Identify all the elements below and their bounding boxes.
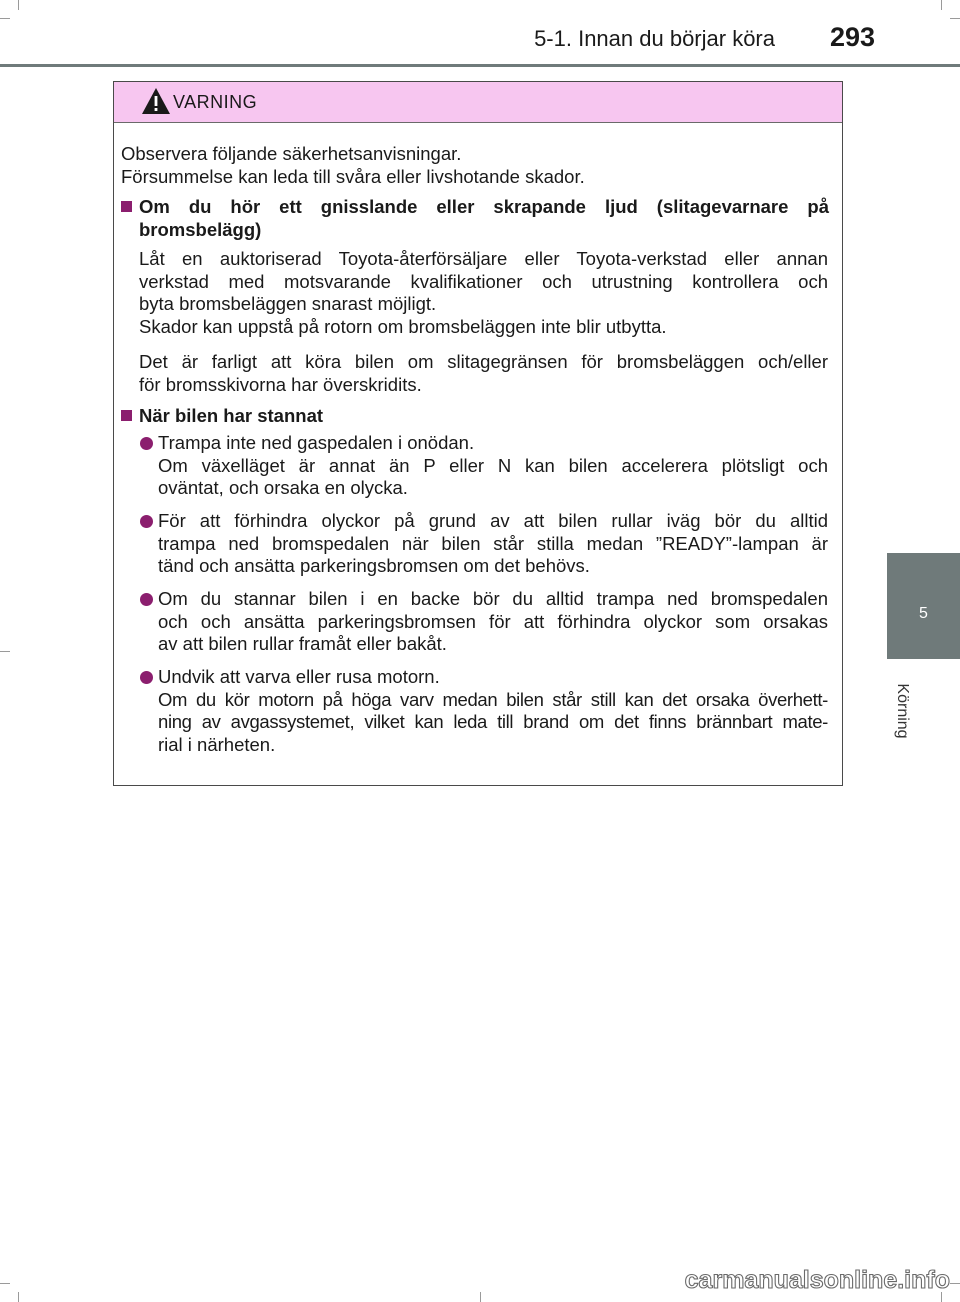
list-line: Undvik att varva eller rusa motorn. xyxy=(158,666,440,687)
list-line: Trampa inte ned gaspedalen i onödan. xyxy=(158,432,475,453)
warning-box xyxy=(113,81,843,786)
list-item xyxy=(158,588,828,656)
list-line: tänd och ansätta parkeringsbromsen om det behövs. xyxy=(158,555,590,576)
crop-mark-top-right-v xyxy=(941,0,942,10)
warning-triangle-icon xyxy=(141,87,171,115)
paragraph-line: Skador kan uppstå på rotorn om bromsbeläggen inte blir utbytta. xyxy=(139,315,667,337)
section-heading: När bilen har stannat xyxy=(139,405,324,426)
chapter-tab xyxy=(887,553,960,659)
list-line: av att bilen rullar framåt eller bakåt. xyxy=(158,633,447,654)
list-bullet xyxy=(140,671,153,684)
crop-mark-top-left xyxy=(0,18,10,19)
section-bullet xyxy=(121,410,132,421)
paragraph-line: byta bromsbeläggen snarast möjligt. xyxy=(139,293,437,314)
chapter-label: Körning xyxy=(894,683,911,739)
list-line: För att förhindra olyckor på grund av att bilen rullar iväg bör du alltid xyxy=(158,510,828,531)
crop-mark-top-right xyxy=(950,18,960,19)
list-bullet xyxy=(140,515,153,528)
intro-line: Observera följande säkerhetsanvisningar. xyxy=(121,143,462,164)
paragraph xyxy=(139,351,828,396)
section-heading xyxy=(139,196,829,241)
list-line: Om du stannar bilen i en backe bör du alltid trampa ned bromspedalen xyxy=(158,588,828,609)
chapter-number: 5 xyxy=(919,605,928,622)
heading-line: Om du hör ett gnisslande eller skrapande ljud (slitagevarnare på xyxy=(139,196,829,217)
paragraph xyxy=(139,248,828,338)
warning-header xyxy=(114,82,842,123)
intro-line: Försummelse kan leda till svåra eller livshotande skador. xyxy=(121,165,585,187)
list-bullet xyxy=(140,593,153,606)
list-line: ning av avgassystemet, vilket kan leda till brand om det finns brännbart mate- xyxy=(158,711,828,732)
watermark-text: carmanualsonline.info xyxy=(684,1266,950,1294)
watermark xyxy=(612,1262,952,1296)
crop-mark-top-left-v xyxy=(18,0,19,10)
crop-mark-bottom-left xyxy=(0,1283,10,1284)
list-item xyxy=(158,510,828,578)
paragraph-line: för bromsskivorna har överskridits. xyxy=(139,373,422,395)
crop-mark-bottom-center-v xyxy=(480,1292,481,1302)
section-bullet xyxy=(121,201,132,212)
crop-mark-bottom-left-v xyxy=(18,1292,19,1302)
crop-mark-left-mid xyxy=(0,651,10,652)
intro-text xyxy=(121,143,831,188)
list-bullet xyxy=(140,437,153,450)
paragraph-line: Låt en auktoriserad Toyota-återförsäljare eller Toyota-verkstad eller annan xyxy=(139,248,828,269)
header-rule xyxy=(0,64,960,67)
list-line: och och ansätta parkeringsbromsen för att förhindra olyckor som orsakas xyxy=(158,610,828,632)
list-line: oväntat, och orsaka en olycka. xyxy=(158,477,408,498)
list-line: Om växelläget är annat än P eller N kan bilen accelerera plötsligt och xyxy=(158,454,828,476)
heading-line: bromsbelägg) xyxy=(139,218,262,240)
list-line: rial i närheten. xyxy=(158,733,276,755)
warning-title: VARNING xyxy=(173,92,258,112)
list-item xyxy=(158,666,828,756)
list-line: Om du kör motorn på höga varv medan bilen står still kan det orsaka överhett- xyxy=(158,688,828,710)
section-title: 5-1. Innan du börjar köra xyxy=(534,26,775,51)
list-line: trampa ned bromspedalen när bilen står stilla medan ”READY”-lampan är xyxy=(158,532,828,554)
page-number: 293 xyxy=(829,22,875,52)
paragraph-line: Det är farligt att köra bilen om slitagegränsen för bromsbeläggen och/eller xyxy=(139,351,828,372)
list-item xyxy=(158,432,828,500)
paragraph-line: verkstad med motsvarande kvalifikationer och utrustning kontrollera och xyxy=(139,270,828,292)
